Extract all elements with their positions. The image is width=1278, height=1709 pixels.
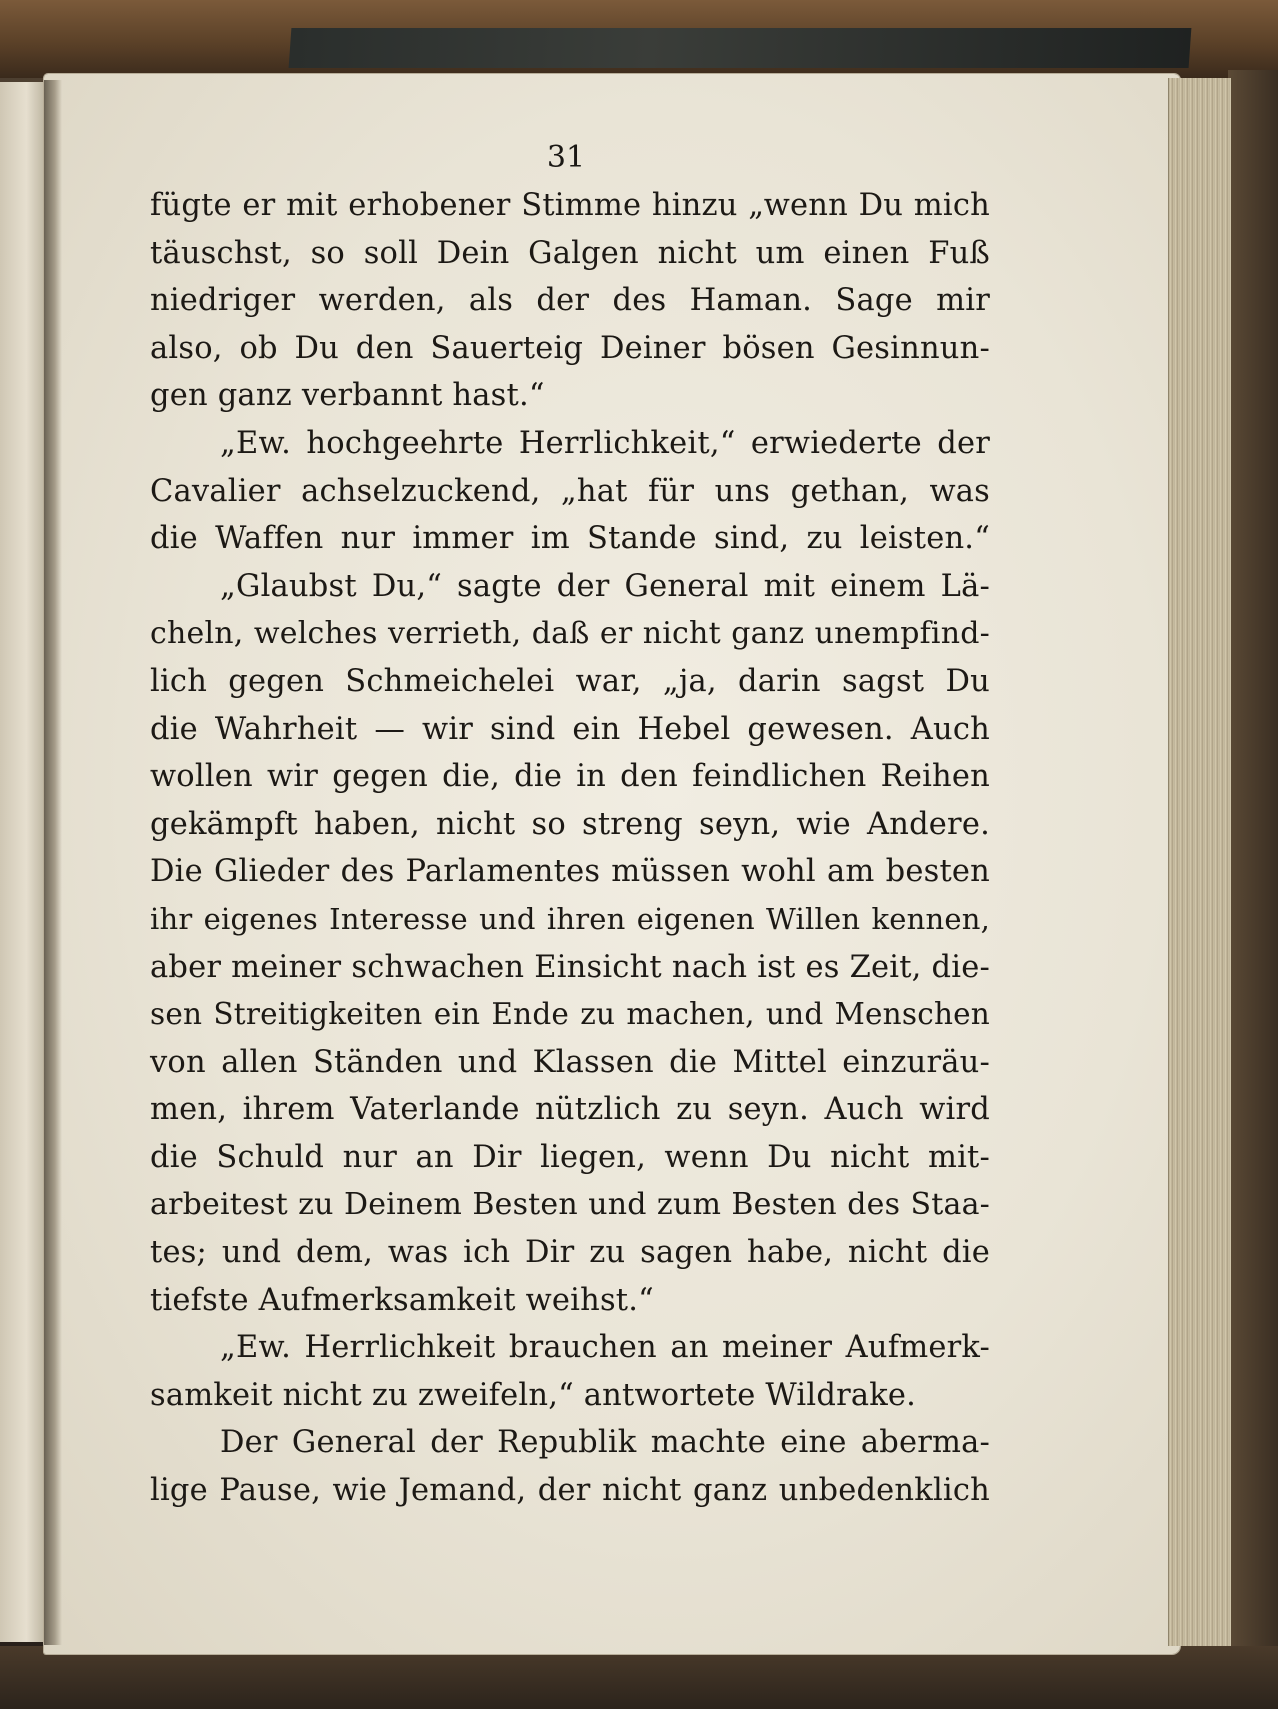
text-line: Cavalier achselzuckend, „hat für uns gethan, was — [150, 473, 990, 509]
text-line: tiefste Aufmerksamkeit weihst.“ — [150, 1282, 654, 1318]
text-line: tes; und dem, was ich Dir zu sagen habe, nicht die — [150, 1235, 990, 1271]
text-line: „Ew. Herrlichkeit brauchen an meiner Aufmerk- — [220, 1330, 990, 1366]
text-line: Der General der Republik machte eine aberma- — [220, 1425, 990, 1461]
text-line: ihr eigenes Interesse und ihren eigenen Willen kennen, — [150, 901, 990, 936]
text-line: samkeit nicht zu zweifeln,“ antwortete Wildrake. — [150, 1377, 917, 1413]
text-line: arbeitest zu Deinem Besten und zum Besten des Staa- — [150, 1187, 990, 1223]
text-line: „Glaubst Du,“ sagte der General mit einem Lä- — [220, 568, 990, 604]
page-number: 31 — [546, 140, 586, 175]
previous-page-edge — [0, 82, 46, 1642]
page-stack-edge — [1168, 78, 1231, 1646]
text-line: die Waffen nur immer im Stande sind, zu leisten.“ — [150, 521, 990, 557]
text-line: niedriger werden, als der des Haman. Sage mir — [150, 283, 990, 319]
page-text — [150, 182, 990, 1515]
book-cover-right — [1228, 70, 1278, 1670]
text-line: täuschst, so soll Dein Galgen nicht um einen Fuß — [150, 235, 990, 271]
text-line: lige Pause, wie Jemand, der nicht ganz unbedenklich — [150, 1473, 990, 1509]
text-line: wollen wir gegen die, die in den feindlichen Reihen — [150, 759, 990, 795]
text-line: aber meiner schwachen Einsicht nach ist es Zeit, die- — [150, 949, 990, 985]
text-line: men, ihrem Vaterlande nützlich zu seyn. Auch wird — [150, 1092, 990, 1128]
text-line: von allen Ständen und Klassen die Mittel einzuräu- — [150, 1044, 990, 1080]
page-gutter — [44, 80, 62, 1645]
book-cover-top-dark — [289, 28, 1192, 68]
text-line: die Schuld nur an Dir liegen, wenn Du nicht mit- — [150, 1139, 990, 1175]
text-line: sen Streitigkeiten ein Ende zu machen, und Menschen — [150, 997, 990, 1032]
text-line: gekämpft haben, nicht so streng seyn, wie Andere. — [150, 806, 990, 842]
text-line: gen ganz verbannt hast.“ — [150, 378, 545, 414]
text-line: Die Glieder des Parlamentes müssen wohl am besten — [150, 854, 990, 890]
text-line: also, ob Du den Sauerteig Deiner bösen Gesinnun- — [150, 330, 990, 366]
text-line: die Wahrheit — wir sind ein Hebel gewesen. Auch — [150, 711, 990, 747]
text-line: lich gegen Schmeichelei war, „ja, darin sagst Du — [150, 663, 990, 699]
text-line: cheln, welches verrieth, daß er nicht ganz unempfind- — [150, 616, 990, 652]
text-line: fügte er mit erhobener Stimme hinzu „wenn Du mich — [150, 188, 990, 223]
book-cover-bottom — [0, 1646, 1278, 1709]
text-line: „Ew. hochgeehrte Herrlichkeit,“ erwiederte der — [220, 425, 990, 461]
